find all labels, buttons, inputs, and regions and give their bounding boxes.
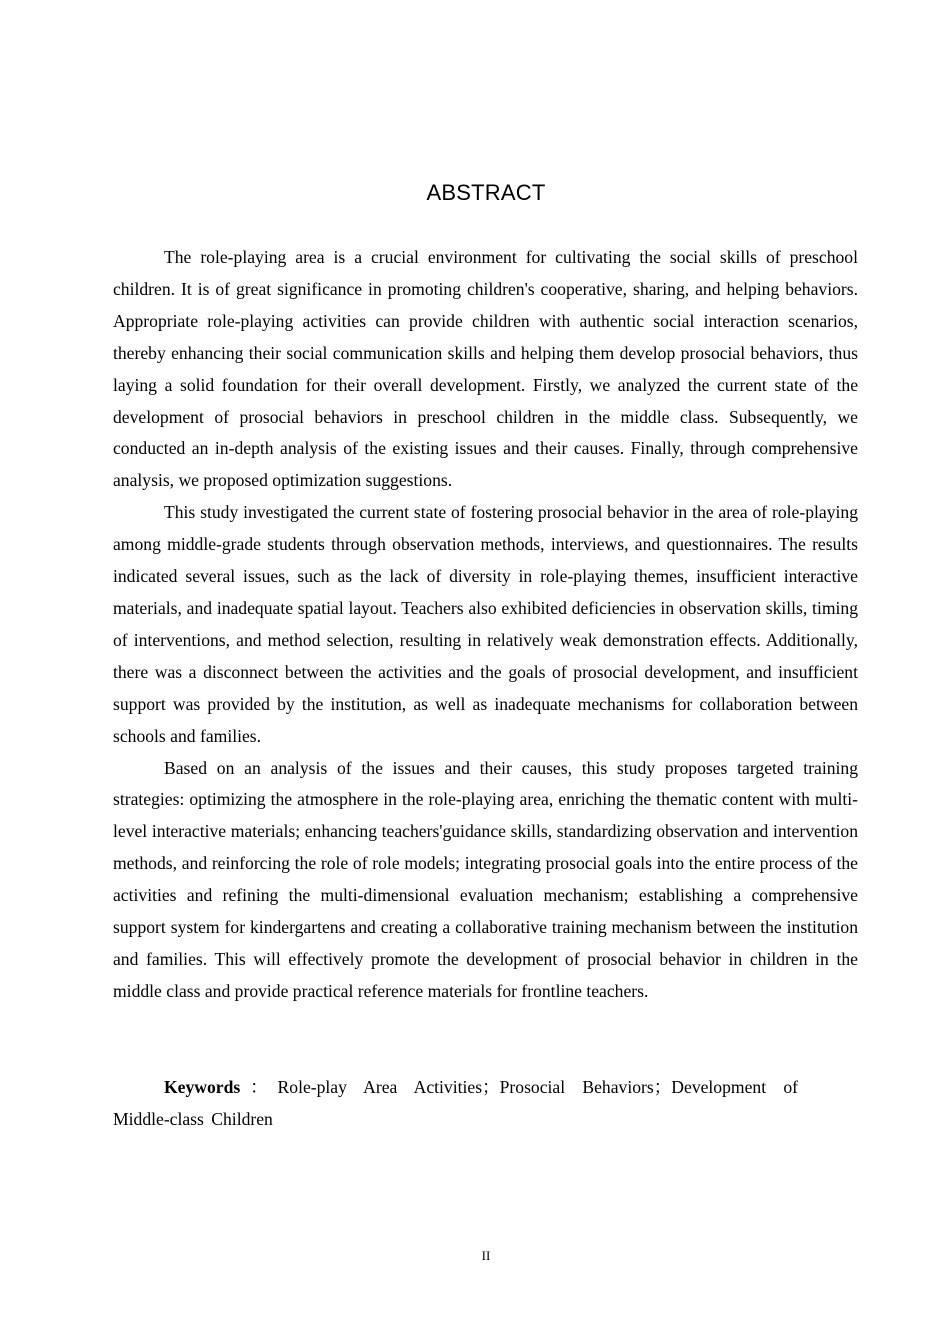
keywords-separator: ： (240, 1077, 278, 1097)
abstract-paragraph-2: This study investigated the current state of fostering prosocial behavior in the area of role-playing among middle-grade students through observation methods, interviews, and questionnaires. The results indicated several issues, such as the lack of diversity in role-playing themes, insufficient interactive materials, and inadequate spatial layout. Teachers also exhibited deficiencies in observation skills, timing of interventions, and method selection, resulting in relatively weak demonstration effects. Additionally, there was a disconnect between the activities and the goals of prosocial development, and insufficient support was provided by the institution, as well as inadequate mechanisms for collaboration between schools and families. (113, 502, 858, 746)
abstract-title: ABSTRACT (426, 180, 546, 205)
keywords-line (113, 1072, 798, 1135)
keywords-label: Keywords (164, 1077, 241, 1097)
keywords-text: Role-play Area Activities；Prosocial Behaviors；Development of Middle-class Children (113, 1077, 798, 1129)
page-number: II (481, 1248, 491, 1263)
abstract-paragraph-3: Based on an analysis of the issues and their causes, this study proposes targeted training strategies: optimizing the atmosphere in the role-playing area, enriching the thematic content with multi-level interactive materials; enhancing teachers'guidance skills, standardizing observation and intervention methods, and reinforcing the role of role models; integrating prosocial goals into the entire process of the activities and refining the multi-dimensional evaluation mechanism; establishing a comprehensive support system for kindergartens and creating a collaborative training mechanism between the institution and families. This will effectively promote the development of prosocial behavior in children in the middle class and provide practical reference materials for frontline teachers. (113, 757, 858, 1001)
abstract-body (113, 242, 858, 1008)
abstract-paragraph-1: The role-playing area is a crucial environment for cultivating the social skills of preschool children. It is of great significance in promoting children's cooperative, sharing, and helping behaviors. Appropriate role-playing activities can provide children with authentic social interaction scenarios, thereby enhancing their social communication skills and helping them develop prosocial behaviors, thus laying a solid foundation for their overall development. Firstly, we analyzed the current state of the development of prosocial behaviors in preschool children in the middle class. Subsequently, we conducted an in-depth analysis of the existing issues and their causes. Finally, through comprehensive analysis, we proposed optimization suggestions. (113, 247, 858, 491)
